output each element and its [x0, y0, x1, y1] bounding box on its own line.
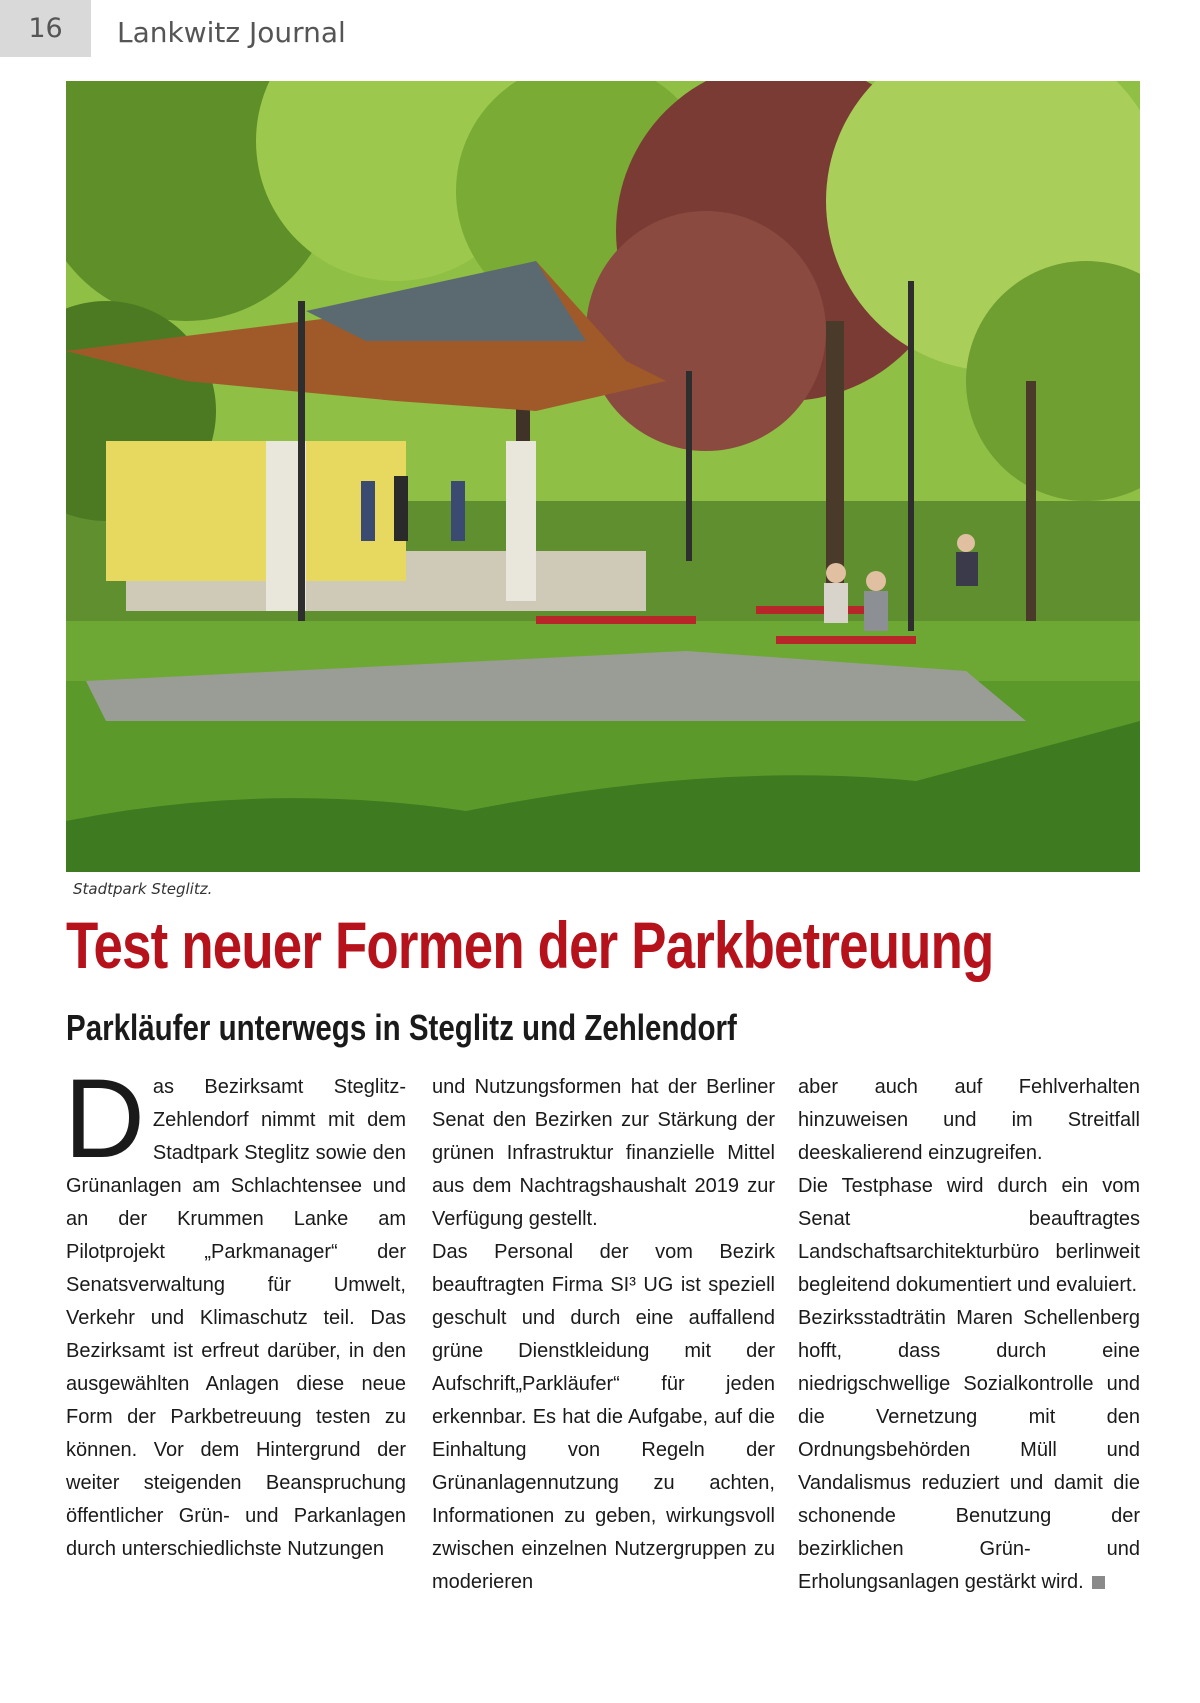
paragraph-last [798, 1302, 1140, 1599]
paragraph: und Nutzungsformen hat der Berliner Senat den Bezirken zur Stärkung der grünen Infrastruktur finanzielle Mittel aus dem Nachtragshaushalt 2019 zur Verfügung gestellt. [432, 1076, 775, 1230]
article-column-2 [432, 1071, 775, 1599]
article-column-3 [798, 1071, 1140, 1599]
journal-title: Lankwitz Journal [117, 16, 346, 49]
paragraph: Die Testphase wird durch ein vom Senat beauftragtes Landschaftsarchitekturbüro berlinweit begleitend dokumentiert und evaluiert. [798, 1175, 1140, 1296]
end-of-article-icon [1092, 1576, 1105, 1589]
article-headline: Test neuer Formen der Parkbetreuung [66, 908, 994, 982]
park-photo [66, 81, 1140, 872]
article-column-1 [64, 1056, 406, 1566]
paragraph-text: Bezirksstadträtin Maren Schellenberg hofft, dass durch eine niedrigschwellige Sozialkontrolle und die Vernetzung mit den Ordnungsbehörden Müll und Vandalismus reduziert und damit die schonende Benutzung der bezirklichen Grün- und Erholungsanlagen gestärkt wird. [798, 1307, 1140, 1593]
paragraph: as Bezirksamt Steglitz-Zehlendorf nimmt mit dem Stadtpark Steglitz sowie den Grünanlagen am Schlachtensee und an der Krummen Lanke am Pilotprojekt „Parkmanager“ der Senatsverwaltung für Umwelt, Verkehr und Klimaschutz teil. Das Bezirksamt ist erfreut darüber, in den ausgewählten Anlagen diese neue Form der Parkbetreuung testen zu können. Vor dem Hintergrund der weiter steigenden Beanspruchung öffentlicher Grün- und Parkanlagen durch unterschiedlichste Nutzungen [66, 1076, 406, 1560]
drop-cap: D [64, 1056, 145, 1181]
paragraph: aber auch auf Fehlverhalten hinzuweisen und im Streitfall deeskalierend einzugreifen. [798, 1076, 1140, 1164]
photo-caption: Stadtpark Steglitz. [73, 880, 213, 898]
paragraph: Das Personal der vom Bezirk beauftragten Firma SI³ UG ist speziell geschult und durch eine auffallend grüne Dienstkleidung mit der Aufschrift„Parkläufer“ für jeden erkennbar. Es hat die Aufgabe, auf die Einhaltung von Regeln der Grünanlagennutzung zu achten, Informationen zu geben, wirkungsvoll zwischen einzelnen Nutzergruppen zu moderieren [432, 1241, 775, 1593]
article-subheadline: Parkläufer unterwegs in Steglitz und Zehlendorf [66, 1007, 737, 1048]
page-number: 16 [28, 13, 63, 44]
park-scene-illustration [66, 81, 1140, 872]
